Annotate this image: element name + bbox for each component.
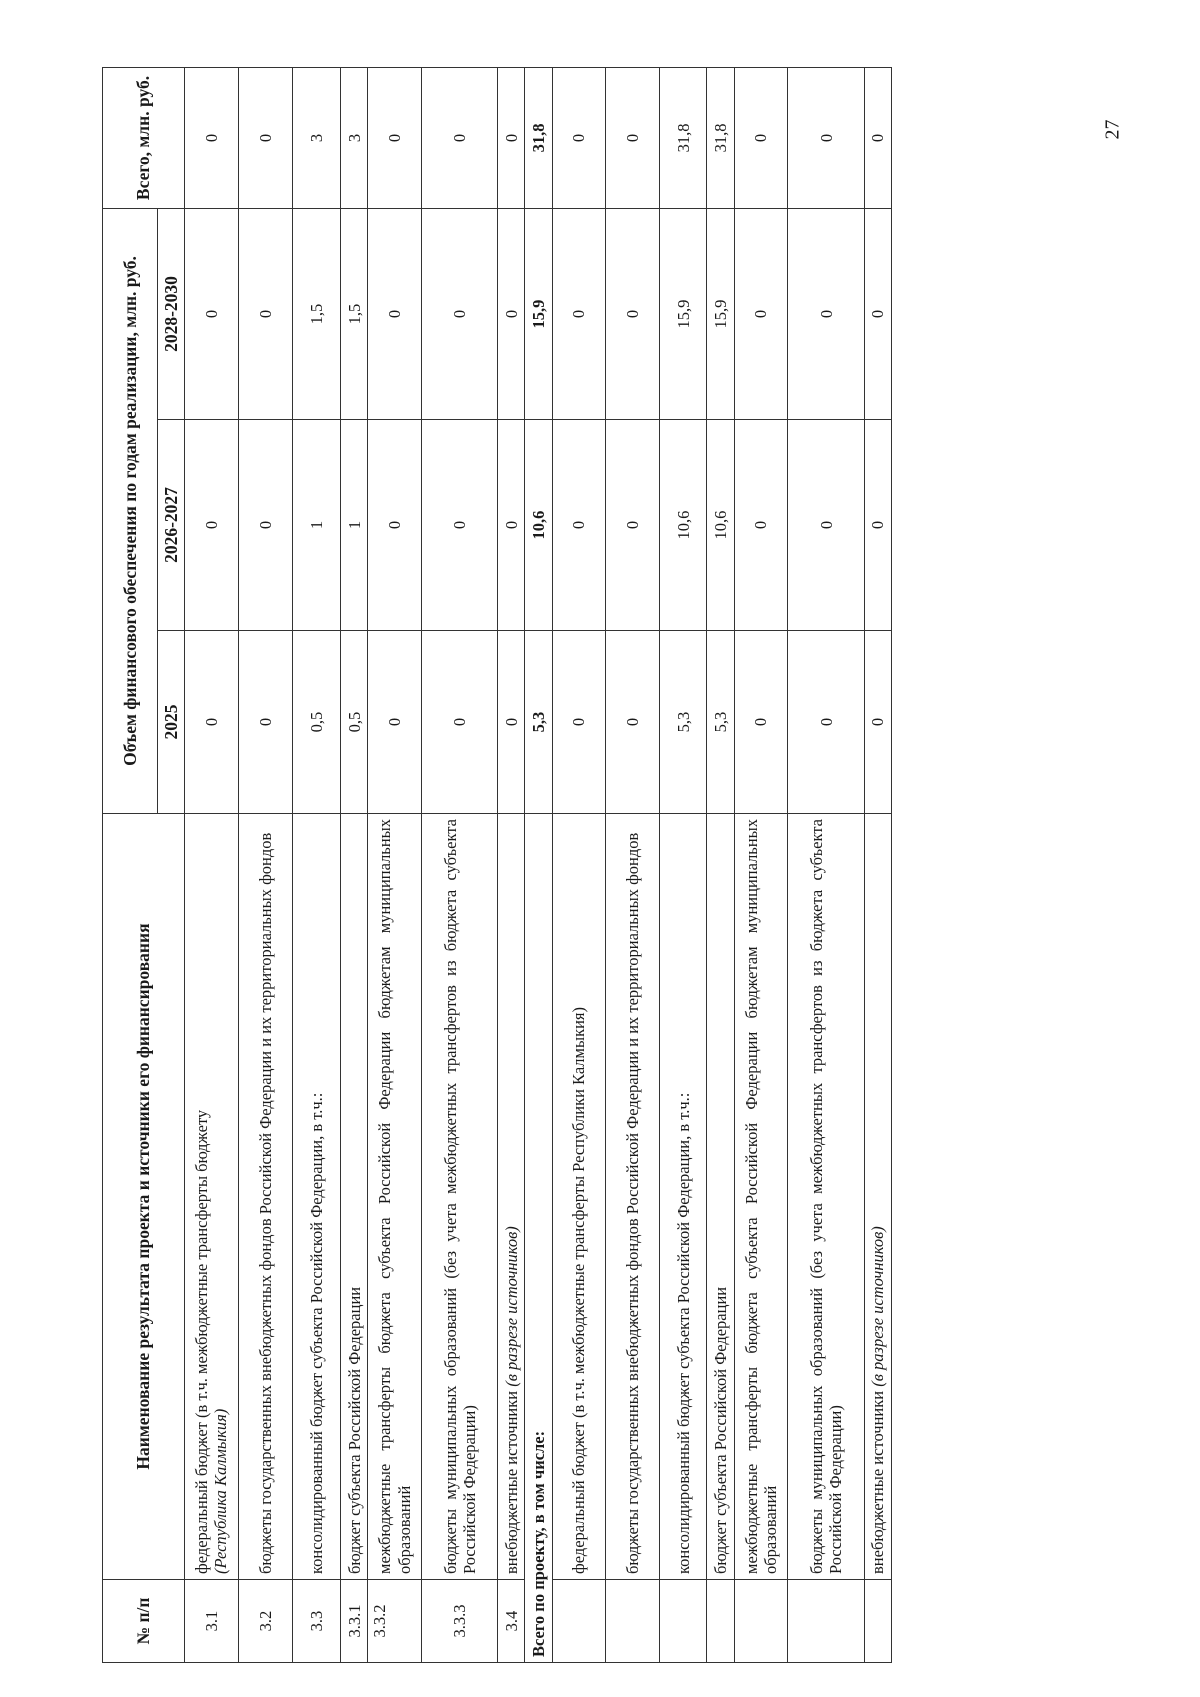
row-name-italic: (в разрезе источников)	[501, 1226, 521, 1387]
value-2025: 0	[788, 631, 864, 814]
row-name: бюджеты муниципальных образований (без учета межбюджетных трансфертов из бюджета субъекта Российской Федерации)	[788, 814, 864, 1580]
row-number: 3.3.1	[341, 1580, 368, 1663]
value-2028-2030: 0	[185, 208, 239, 419]
row-name-italic: (Республика Калмыкия)	[211, 1408, 231, 1574]
total-value-total: 31,8	[525, 67, 552, 208]
value-2026-2027: 10,6	[660, 420, 707, 631]
table-row	[606, 67, 660, 1662]
page-number: 27	[1101, 119, 1124, 140]
value-total: 0	[368, 67, 422, 208]
value-2026-2027: 0	[788, 420, 864, 631]
value-total: 0	[552, 67, 606, 208]
row-number: 3.3.3	[422, 1580, 498, 1663]
row-name: межбюджетные трансферты бюджета субъекта Российской Федерации бюджетам муниципальных образований	[368, 814, 422, 1580]
header-financing-group: Объем финансового обеспечения по годам реализации, млн. руб.	[103, 208, 158, 813]
row-name: бюджеты государственных внебюджетных фондов Российской Федерации и их территориальных фондов	[238, 814, 292, 1580]
value-2028-2030: 0	[552, 208, 606, 419]
value-2028-2030: 0	[422, 208, 498, 419]
table-row	[422, 67, 498, 1662]
table-row	[292, 67, 340, 1662]
value-2028-2030: 1,5	[292, 208, 340, 419]
value-total: 3	[341, 67, 368, 208]
value-2028-2030: 0	[734, 208, 788, 419]
value-2028-2030: 0	[864, 208, 891, 419]
financing-table	[102, 67, 892, 1663]
value-2026-2027: 0	[864, 420, 891, 631]
value-total: 0	[498, 67, 525, 208]
table-row	[707, 67, 734, 1662]
table-row	[498, 67, 525, 1662]
value-2026-2027: 10,6	[707, 420, 734, 631]
value-2026-2027: 0	[498, 420, 525, 631]
row-number	[788, 1580, 864, 1663]
value-2025: 0	[734, 631, 788, 814]
value-2026-2027: 0	[368, 420, 422, 631]
value-2025: 0	[422, 631, 498, 814]
value-2026-2027: 1	[292, 420, 340, 631]
row-number	[707, 1580, 734, 1663]
value-total: 0	[864, 67, 891, 208]
value-2025: 0	[552, 631, 606, 814]
value-2025: 0	[864, 631, 891, 814]
row-number	[864, 1580, 891, 1663]
value-2026-2027: 0	[422, 420, 498, 631]
value-total: 0	[185, 67, 239, 208]
value-2025: 0	[185, 631, 239, 814]
row-name: бюджет субъекта Российской Федерации	[341, 814, 368, 1580]
value-total: 31,8	[660, 67, 707, 208]
value-2028-2030: 0	[498, 208, 525, 419]
value-2028-2030: 0	[368, 208, 422, 419]
value-2028-2030: 15,9	[660, 208, 707, 419]
row-number	[660, 1580, 707, 1663]
row-name: бюджеты государственных внебюджетных фондов Российской Федерации и их территориальных фондов	[606, 814, 660, 1580]
row-name	[864, 814, 891, 1580]
value-total: 0	[788, 67, 864, 208]
value-total: 31,8	[707, 67, 734, 208]
row-number: 3.3.2	[368, 1580, 422, 1663]
header-num: № п/п	[103, 1580, 185, 1663]
row-number	[606, 1580, 660, 1663]
value-2025: 0	[606, 631, 660, 814]
header-year-2028-2030: 2028-2030	[158, 208, 185, 419]
value-2026-2027: 0	[185, 420, 239, 631]
value-2025: 5,3	[660, 631, 707, 814]
row-number	[552, 1580, 606, 1663]
row-number: 3.1	[185, 1580, 239, 1663]
row-name: межбюджетные трансферты бюджета субъекта Российской Федерации бюджетам муниципальных образований	[734, 814, 788, 1580]
value-total: 3	[292, 67, 340, 208]
table-row	[552, 67, 606, 1662]
value-2028-2030: 0	[238, 208, 292, 419]
value-2028-2030: 15,9	[707, 208, 734, 419]
rotated-table-container	[102, 68, 892, 1663]
value-2026-2027: 0	[238, 420, 292, 631]
row-number: 3.2	[238, 1580, 292, 1663]
value-2026-2027: 0	[606, 420, 660, 631]
row-name: консолидированный бюджет субъекта Российской Федерации, в т.ч.:	[292, 814, 340, 1580]
row-name: консолидированный бюджет субъекта Российской Федерации, в т.ч.:	[660, 814, 707, 1580]
row-name	[185, 814, 239, 1580]
value-2028-2030: 0	[788, 208, 864, 419]
value-2025: 0	[238, 631, 292, 814]
value-2025: 0,5	[292, 631, 340, 814]
row-name: федеральный бюджет (в т.ч. межбюджетные трансферты Республики Калмыкия)	[552, 814, 606, 1580]
row-name: бюджет субъекта Российской Федерации	[707, 814, 734, 1580]
row-name-italic: (в разрезе источников)	[868, 1226, 888, 1387]
row-number	[734, 1580, 788, 1663]
total-row	[525, 67, 552, 1662]
header-total: Всего, млн. руб.	[103, 67, 185, 208]
total-value-2025: 5,3	[525, 631, 552, 814]
value-2025: 0,5	[341, 631, 368, 814]
table-row	[185, 67, 239, 1662]
row-number: 3.4	[498, 1580, 525, 1663]
value-total: 0	[606, 67, 660, 208]
value-2028-2030: 1,5	[341, 208, 368, 419]
header-year-2026-2027: 2026-2027	[158, 420, 185, 631]
total-value-2028-2030: 15,9	[525, 208, 552, 419]
header-name: Наименование результата проекта и источники его финансирования	[103, 814, 185, 1580]
value-2025: 0	[498, 631, 525, 814]
value-2025: 0	[368, 631, 422, 814]
table-row	[238, 67, 292, 1662]
value-2026-2027: 0	[552, 420, 606, 631]
table-row	[341, 67, 368, 1662]
header-year-2025: 2025	[158, 631, 185, 814]
row-name	[498, 814, 525, 1580]
table-row	[864, 67, 891, 1662]
row-name-text: внебюджетные источники	[501, 1390, 521, 1574]
value-2028-2030: 0	[606, 208, 660, 419]
row-name: бюджеты муниципальных образований (без учета межбюджетных трансфертов из бюджета субъекта Российской Федерации)	[422, 814, 498, 1580]
row-name-text: внебюджетные источники	[868, 1390, 888, 1574]
table-row	[368, 67, 422, 1662]
total-value-2026-2027: 10,6	[525, 420, 552, 631]
value-2026-2027: 0	[734, 420, 788, 631]
row-number: 3.3	[292, 1580, 340, 1663]
table-row	[734, 67, 788, 1662]
table-row	[788, 67, 864, 1662]
value-2025: 5,3	[707, 631, 734, 814]
total-row-label: Всего по проекту, в том числе:	[525, 814, 552, 1663]
value-total: 0	[734, 67, 788, 208]
table-row	[660, 67, 707, 1662]
row-name-text: федеральный бюджет (в т.ч. межбюджетные трансферты бюджету	[192, 1109, 212, 1574]
value-total: 0	[422, 67, 498, 208]
value-total: 0	[238, 67, 292, 208]
value-2026-2027: 1	[341, 420, 368, 631]
